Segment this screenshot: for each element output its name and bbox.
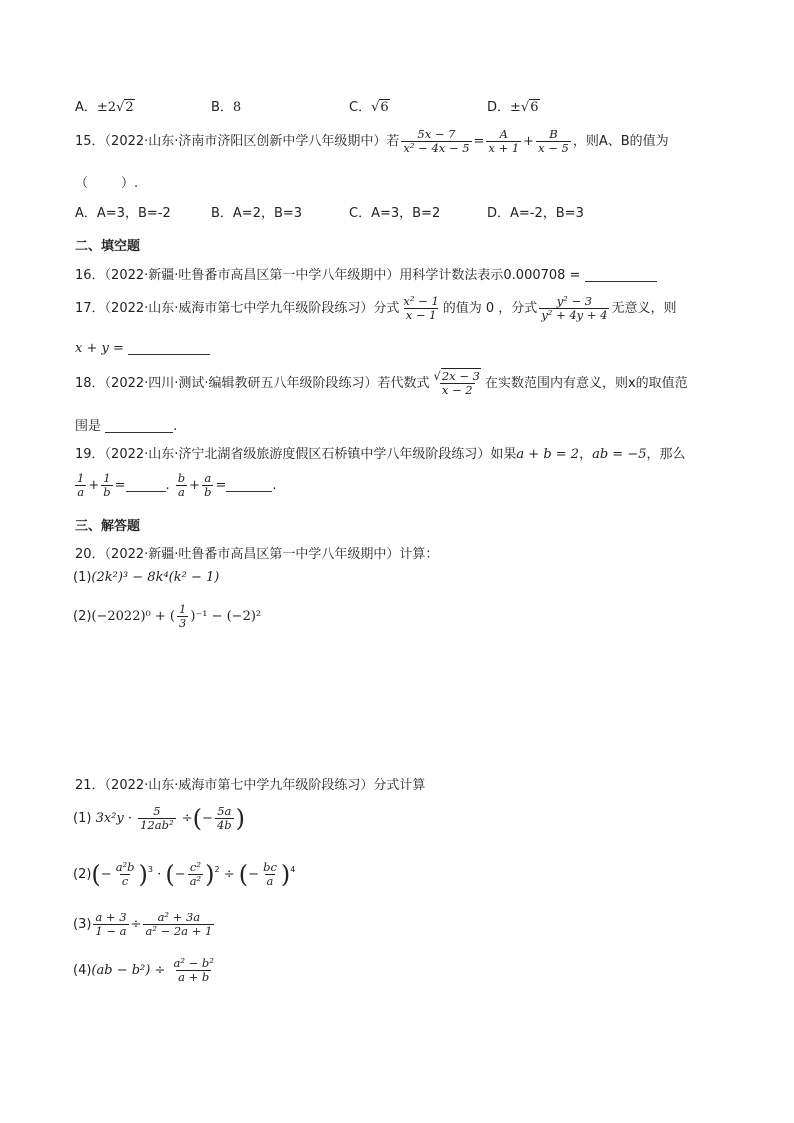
expression: x + y = [75,341,124,356]
plus-sign: + [88,478,100,493]
sqrt-sign: √ [433,369,441,383]
expression: (−2022)⁰ + ( [91,609,175,624]
radicand: 2 [125,100,134,115]
left-paren: ( [91,860,101,889]
fraction: $\frac{1}{a}$ [77,471,85,499]
right-paren: ) [280,860,291,889]
fraction: $\frac{√2x - 3}{x - 2}$ [433,369,480,397]
question-text: （2022·新疆·吐鲁番市高昌区第一中学八年级期中）计算： [104,547,439,562]
equals-sign: = [473,134,485,149]
left-paren: ( [192,804,203,833]
fraction: $\frac{a + 3}{1 - a}$ [95,910,127,938]
question-number: 20． [75,547,105,562]
fraction: $\frac{1}{3}$ [178,602,187,630]
q20-stem [75,543,438,562]
q19-line2 [73,469,277,503]
divide-sign: ÷ [181,811,193,826]
fraction: $\frac{\text{y² − 3}}{\text{y² + 4y + 4}}$ [541,294,608,322]
question-text: （2022·山东·威海市第七中学九年级阶段练习）分式计算 [104,778,426,793]
answer-blank[interactable] [105,418,173,433]
fraction: $\frac{b}{a}$ [177,471,186,499]
expression: )⁻¹ − (−2)² [190,609,262,624]
condition: a + b = 2 [516,447,580,462]
q20-part1 [73,570,219,585]
q14-option-a [75,96,135,115]
q14-option-c [349,96,390,115]
question-text: 在实数范围内有意义，则x的取值范 [484,376,688,391]
q20-part2 [73,602,261,632]
fraction: $\frac{B}{x - 5}$ [538,127,569,155]
q16 [75,264,657,283]
q21-part1: (1) 3x²y · $\frac{5}{\text{12ab²}}$ ÷(− $\frac{5a}{4b}$ ) [73,804,245,833]
q15-stem [75,126,669,158]
plus-sign: + [523,134,535,149]
fraction: $\frac{A}{x + 1}$ [488,127,520,155]
fraction: $\frac{5}{\text{12ab²}}$ [140,804,174,832]
expression: (ab − b²) ÷ [91,963,166,978]
q18-line2 [75,415,177,434]
fraction: $\frac{\text{c²}}{\text{a²}}$ [189,860,202,888]
fraction: $\frac{1}{b}$ [103,471,111,499]
part-label: (1) [73,811,92,826]
q21-part3 [73,908,216,942]
question-tail: ，则A、B的值为 [572,134,669,149]
separator: . [165,478,170,493]
answer-blank-1[interactable] [126,477,166,492]
question-number: 17． [75,301,105,316]
period: . [272,478,277,493]
fraction: $\frac{bc}{a}$ [263,860,277,888]
right-paren: ) [205,860,215,889]
q17-stem [75,293,676,325]
question-number: 15． [75,134,105,149]
q21-stem [75,774,425,793]
fraction: $\frac{\text{a² + 3a}}{\text{a² − 2a + 1}}$ [145,910,213,938]
question-text: 无意义，则 [611,301,677,316]
expression: (2k²)³ − 8k⁴(k² − 1) [91,570,220,585]
right-paren: ) [138,860,148,889]
question-text: （2022·山东·济宁北湖省级旅游度假区石桥镇中学八年级阶段练习）如果 [104,447,517,462]
part-label: (2) [73,867,92,882]
plus-sign: + [189,478,201,493]
sqrt-sign: √ [116,100,125,115]
part-label: (2) [73,609,92,624]
sqrt-sign: √ [520,100,530,115]
option-value: ±2 [96,100,117,115]
question-source: （2022·山东·济南市济阳区创新中学八年级期中）若 [104,134,400,149]
radicand: 6 [380,100,389,115]
fraction: $\frac{5x - 7}{\text{x² − 4x − 5}}$ [403,127,470,155]
part-label: (4) [73,963,92,978]
answer-blank-2[interactable] [226,477,272,492]
question-text: （2022·山东·威海市第七中学九年级阶段练习）分式 [104,301,400,316]
question-number: 21． [75,778,105,793]
question-text: （2022·四川·测试·编辑教研五八年级阶段练习）若代数式 [104,376,430,391]
q21-part4 [73,954,218,988]
option-label: A． [75,100,97,115]
q18-stem [75,366,688,402]
comma: ， [579,447,593,462]
equals-sign: = [215,478,227,493]
period: . [173,419,178,434]
q14-option-b [211,96,241,115]
sqrt-sign: √ [371,100,380,115]
option-label: C． [349,100,372,115]
question-number: 19． [75,447,105,462]
q15-answer-paren: （ ）. [75,176,139,191]
fraction: $\frac{5a}{4b}$ [216,804,232,832]
expression: 3x²y · [95,811,132,826]
q21-part2: (2)(− $\frac{\text{a²b}}{c}$ )$^3$ · (− $\frac{\text{c²}}{\text{a²}}$ )$^2$ ÷ (− $\frac{bc}{a}$ )$^4$ [73,860,296,889]
left-paren: ( [238,860,249,889]
question-text: （2022·新疆·吐鲁番市高昌区第一中学八年级期中）用科学计数法表示0.000708 = [104,268,581,283]
divide-sign: ÷ [130,917,142,932]
question-text: ，那么 [646,447,686,462]
right-paren: ) [235,804,245,833]
q14-option-d [487,96,540,115]
answer-blank[interactable] [128,340,210,355]
option-value: 8 [232,100,242,115]
fraction: $\frac{a}{b}$ [204,471,212,499]
section-heading-solve: 三、解答题 [75,519,141,534]
q17-line2 [75,340,210,356]
question-number: 16． [75,268,105,283]
q19-stem [75,443,686,462]
q15-option-a: A．A=3，B=-2 [75,206,171,221]
radicand: 6 [530,100,539,115]
q15-option-d: D．A=-2，B=3 [487,206,584,221]
part-label: (1) [73,570,92,585]
option-label: D． [487,100,511,115]
question-number: 18． [75,376,105,391]
option-value: ± [510,100,521,115]
fraction: $\frac{\text{a² − b²}}{a + b}$ [173,956,214,984]
left-paren: ( [165,860,175,889]
q15-option-b: B．A=2，B=3 [211,206,303,221]
q15-option-c: C．A=3，B=2 [349,206,441,221]
question-text: 围是 [75,419,102,434]
condition: ab = −5 [592,447,647,462]
answer-blank[interactable] [585,267,657,282]
part-label: (3) [73,917,92,932]
equals-sign: = [114,478,126,493]
option-label: B． [211,100,233,115]
fraction: $\frac{\text{x² − 1}}{x - 1}$ [403,294,439,322]
question-text: 的值为 0 ，分式 [442,301,538,316]
fraction: $\frac{\text{a²b}}{c}$ [115,860,135,888]
section-heading-fill-in: 二、填空题 [75,239,141,254]
